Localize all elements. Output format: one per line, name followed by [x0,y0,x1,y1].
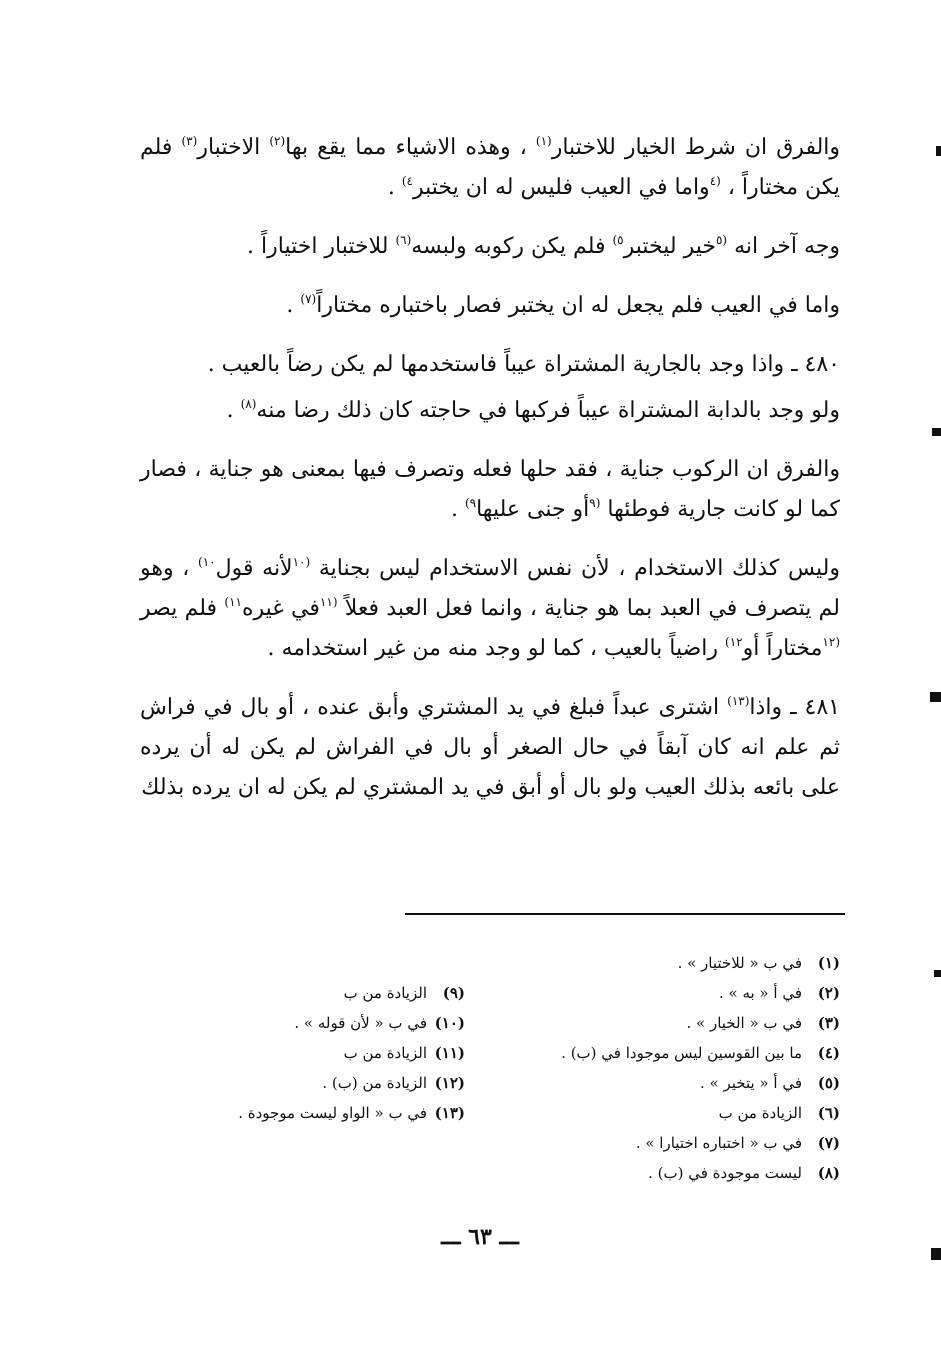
text-run: مختاراً أو [742,636,823,661]
footnote-item [520,1098,840,1128]
footnote-ref[interactable]: (٢) [269,134,286,148]
footnote-ref[interactable]: (١٢ [822,635,840,649]
footnote-item [520,1038,840,1068]
footnote-item [520,1158,840,1188]
footnote-ref[interactable]: ١١) [224,595,242,609]
footnotes-column-right [520,948,840,1188]
footnote-ref[interactable]: ٥) [612,233,624,247]
paragraph-481 [140,688,840,808]
footnote-text: في أ « به » . [718,984,802,1002]
footnote-ref[interactable]: (٤ [709,174,721,188]
text-run: للاختبار اختياراً . [247,234,396,259]
paragraph-2 [140,227,840,267]
footnote-ref[interactable]: (١٣) [727,694,750,708]
text-run: وجه آخر انه [727,234,840,259]
footnote-number: (١١) [434,1044,465,1062]
footnote-number: (١) [817,954,840,972]
footnote-ref[interactable]: ١٢) [725,635,743,649]
text-run: . [450,497,465,522]
text-run: فلم يكن ركوبه ولبسه [411,234,613,259]
text-run: والفرق ان شرط الخيار للاختبار [551,135,841,160]
text-run: فلم يكن مختاراً ، [140,135,840,200]
footnote-number: (٥) [817,1074,840,1092]
footnote-ref[interactable]: (١١ [319,595,338,609]
page-number: ـــ ٦٣ ـــ [441,1224,519,1250]
footnote-item [520,1128,840,1158]
footnote-item [520,978,840,1008]
scan-edge-mark [930,692,941,702]
footnote-item [210,978,465,1008]
text-run: خير ليختبر [623,234,716,259]
text-run: واما في العيب فلم يجعل له ان يختبر فصار باختباره مختاراً [316,293,840,318]
footnote-text: في ب « لأن قوله » . [294,1014,427,1032]
footnote-item [520,1008,840,1038]
footnote-ref[interactable]: (٩ [589,496,601,510]
main-text [140,128,840,827]
text-run: ٤٨١ ـ واذا [749,695,840,720]
footnote-text: في ب « للاختيار » . [677,954,802,972]
footnote-ref[interactable]: (٥ [715,233,728,247]
text-run: فلم يصر [140,596,225,621]
footnote-ref[interactable]: (٨) [240,397,257,411]
footnote-number: (١٣) [434,1104,465,1122]
paragraph-7 [140,549,840,669]
footnote-ref[interactable]: (٧) [300,292,317,306]
footnote-number: (٤) [817,1044,840,1062]
text-run: وليس كذلك الاستخدام ، لأن نفس الاستخدام ليس بجناية [310,556,840,581]
footnote-text: في ب « الخيار » . [686,1014,802,1032]
footnote-number: (٢) [817,984,840,1002]
paragraph-480 [140,345,840,385]
text-run: . [286,293,301,318]
footnotes-column-left [210,978,465,1128]
text-run: لأنه قول [215,556,293,581]
footnote-text: ليست موجودة في (ب) . [648,1164,802,1182]
footnote-text: في ب « الواو ليست موجودة . [238,1104,427,1122]
footnote-ref[interactable]: ٩) [464,496,477,510]
footnote-ref[interactable]: (١) [535,134,552,148]
text-run: واما في العيب فليس له ان يختبر [412,175,710,200]
footnote-item [520,948,840,978]
footnote-number: (٦) [817,1104,840,1122]
footnote-text: في ب « اختباره اختيارا » . [635,1134,802,1152]
paragraph-5 [140,391,840,431]
text-run: الاختبار [197,135,270,160]
text-run: . [226,398,241,423]
footnote-number: (٩) [442,984,465,1002]
footnote-ref[interactable]: ٤) [401,174,413,188]
scan-edge-mark [936,146,941,156]
footnote-number: (٣) [817,1014,840,1032]
footnote-ref[interactable]: (٣) [181,134,198,148]
footnote-item [210,1038,465,1068]
footnote-number: (٧) [817,1134,840,1152]
footnote-number: (٨) [817,1164,840,1182]
text-run: في غيره [241,596,320,621]
footnote-ref[interactable]: (١٠ [292,555,311,569]
footnote-item [210,1098,465,1128]
text-run: راضياً بالعيب ، كما لو وجد منه من غير استخدامه . [267,636,726,661]
footnote-number: (١٠) [434,1014,465,1032]
scan-edge-mark [932,428,941,436]
footnote-item [210,1068,465,1098]
footnote-ref[interactable]: ١٠) [198,555,216,569]
text-run: ٤٨٠ ـ واذا وجد بالجارية المشتراة عيباً فاستخدمها لم يكن رضاً بالعيب . [207,352,840,377]
footnote-text: الزيادة من (ب) . [322,1074,427,1092]
footnote-item [520,1068,840,1098]
footnote-item [210,1008,465,1038]
text-run: ولو وجد بالدابة المشتراة عيباً فركبها في حاجته كان ذلك رضا منه [256,398,840,423]
text-run: ، وهذه الاشياء مما يقع بها [285,135,536,160]
footnote-number: (١٢) [434,1074,465,1092]
footnote-ref[interactable]: (٦) [395,233,412,247]
paragraph-1 [140,128,840,208]
scan-edge-mark [934,970,941,977]
footnote-text: الزيادة من ب [718,1104,802,1122]
footnote-text: الزيادة من ب [343,1044,427,1062]
footnote-text: ما بين القوسين ليس موجودا في (ب) . [561,1044,802,1062]
text-run: والفرق ان الركوب جناية ، فقد حلها فعله وتصرف فيها بمعنى هو جناية ، فصار كما لو كانت جارية فوطئها [140,457,840,522]
footnote-text: في أ « يتخير » . [700,1074,802,1092]
text-run: ، وهو لم يتصرف في العبد بما هو جناية ، وانما فعل العبد فعلاً [140,556,841,621]
footnote-divider [405,913,845,915]
paragraph-6 [140,450,840,530]
text-run: . [387,175,402,200]
paragraph-3 [140,286,840,326]
footnote-text: الزيادة من ب [343,984,427,1002]
scan-edge-mark [931,1248,941,1260]
text-run: اشترى عبداً فبلغ في يد المشتري وأبق عنده ، أو بال في فراش ثم علم انه كان آبقاً في حال الصغر أو بال في الفراش لم يكن له أن يرده على بائعه بذلك العيب ولو بال أو أبق في يد المشتري لم يكن له ان يرده بذلك [140,695,840,800]
text-run: أو جنى عليها [476,497,590,522]
